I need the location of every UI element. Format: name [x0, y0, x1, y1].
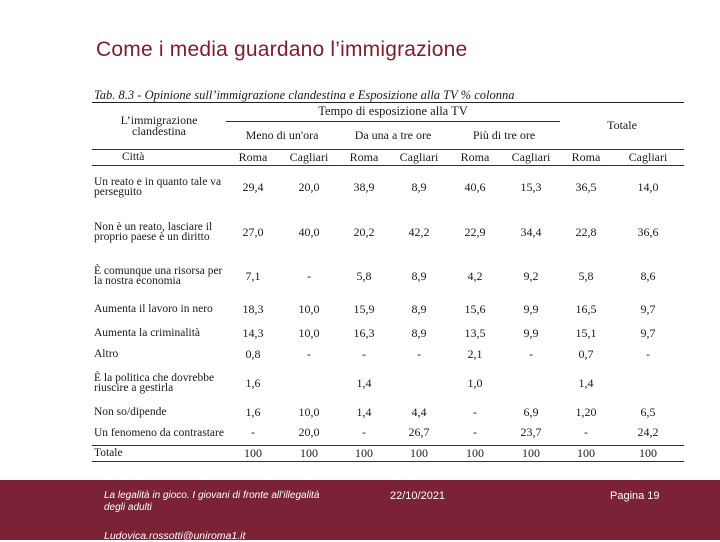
row-label: Un reato e in quanto tale va perseguito	[94, 175, 222, 199]
value-cell: 26,7	[408, 425, 430, 440]
row-label: Aumenta il lavoro in nero	[94, 302, 213, 315]
city-cell: Cagliari	[390, 149, 448, 165]
value-cell: 9,7	[640, 301, 656, 316]
value-cell: 100	[280, 445, 338, 461]
row-label: Non è un reato, lasciare il proprio paese è un diritto	[94, 220, 213, 243]
value-cell: 15,6	[464, 301, 486, 316]
row-label: Non so/dipende	[94, 405, 167, 418]
value-cell: 38,9	[353, 179, 375, 194]
table-row	[92, 297, 684, 321]
city-cell: Cagliari	[502, 149, 560, 165]
table-caption: Tab. 8.3 - Opinione sull’immigrazione clandestina e Esposizione alla TV % colonna	[94, 88, 515, 102]
value-cell: -	[362, 425, 366, 440]
value-cell: 10,0	[298, 404, 320, 419]
table-row	[92, 421, 684, 445]
city-cell: Roma	[226, 149, 280, 165]
value-cell: 27,0	[242, 224, 264, 239]
period-header-1: Meno di un'ora	[226, 121, 338, 149]
value-cell: 100	[390, 445, 448, 461]
value-cell: 22,9	[464, 224, 486, 239]
value-cell: 36,6	[637, 224, 659, 239]
period-header-3: Più di tre ore	[448, 121, 560, 149]
footer-date: 22/10/2021	[390, 490, 446, 502]
value-cell: 36,5	[575, 179, 597, 194]
footer-email[interactable]: Ludovica.rossotti@uniroma1.it	[104, 530, 246, 542]
total-header: Totale	[560, 103, 684, 149]
value-cell: 15,9	[353, 301, 375, 316]
table-row	[92, 403, 684, 421]
value-cell: -	[251, 425, 255, 440]
value-cell: 100	[448, 445, 502, 461]
value-cell: 14,3	[242, 325, 264, 340]
value-cell: 15,3	[520, 179, 542, 194]
value-cell: 4,4	[411, 404, 427, 419]
value-cell: 13,5	[464, 325, 486, 340]
value-cell: 1,4	[578, 375, 594, 390]
table-row	[92, 363, 684, 403]
value-cell: 1,0	[467, 375, 483, 390]
value-cell: 20,0	[298, 179, 320, 194]
value-cell: 24,2	[637, 425, 659, 440]
value-cell: 20,2	[353, 224, 375, 239]
value-cell: 40,0	[298, 224, 320, 239]
value-cell: 8,9	[411, 179, 427, 194]
value-cell: 5,8	[356, 268, 372, 283]
value-cell: 9,2	[523, 268, 539, 283]
slide-title: Come i media guardano l’immigrazione	[96, 38, 468, 61]
value-cell: 1,6	[245, 404, 261, 419]
value-cell: 8,9	[411, 301, 427, 316]
value-cell: 100	[502, 445, 560, 461]
value-cell: -	[473, 404, 477, 419]
group-header: Tempo di esposizione alla TV	[226, 103, 560, 121]
opinion-table	[92, 103, 684, 462]
table-row	[92, 165, 684, 209]
value-cell: 7,1	[245, 268, 261, 283]
value-cell: 16,5	[575, 301, 597, 316]
value-cell: 9,9	[523, 325, 539, 340]
value-cell: 0,7	[578, 346, 594, 361]
value-cell	[390, 363, 448, 403]
table-row	[92, 445, 684, 461]
city-header: Città	[92, 149, 226, 165]
city-cell: Cagliari	[612, 149, 684, 165]
value-cell: 10,0	[298, 325, 320, 340]
city-cell: Roma	[338, 149, 390, 165]
value-cell: -	[529, 346, 533, 361]
row-label: È comunque una risorsa per la nostra economia	[94, 264, 223, 287]
value-cell	[280, 363, 338, 403]
value-cell: 5,8	[578, 268, 594, 283]
value-cell: 2,1	[467, 346, 483, 361]
value-cell: 40,6	[464, 179, 486, 194]
row-label: È la politica che dovrebbe riuscire a gestirla	[94, 371, 215, 394]
row-label: Un fenomeno da contrastare	[94, 426, 224, 439]
value-cell: 100	[226, 445, 280, 461]
value-cell: 16,3	[353, 325, 375, 340]
value-cell: -	[646, 346, 650, 361]
row-label: Totale	[92, 445, 226, 461]
table-row	[92, 209, 684, 255]
city-cell: Roma	[448, 149, 502, 165]
value-cell: -	[417, 346, 421, 361]
value-cell: 15,1	[575, 325, 597, 340]
value-cell: 20,0	[298, 425, 320, 440]
value-cell: 29,4	[242, 179, 264, 194]
table-row	[92, 345, 684, 363]
city-cell: Cagliari	[280, 149, 338, 165]
value-cell: 9,9	[523, 301, 539, 316]
value-cell: 8,6	[640, 268, 656, 283]
value-cell: 9,7	[640, 325, 656, 340]
value-cell: 22,8	[575, 224, 597, 239]
city-cell: Roma	[560, 149, 612, 165]
row-label: Altro	[94, 347, 119, 360]
value-cell: 4,2	[467, 268, 483, 283]
value-cell: 6,5	[640, 404, 656, 419]
value-cell: 34,4	[520, 224, 542, 239]
value-cell: 23,7	[520, 425, 542, 440]
footer-bar	[0, 480, 720, 540]
value-cell	[502, 363, 560, 403]
value-cell: 8,9	[411, 325, 427, 340]
value-cell: 100	[612, 445, 684, 461]
value-cell: 1,4	[356, 375, 372, 390]
opinion-table-figure	[92, 88, 684, 462]
value-cell: 1,6	[245, 375, 261, 390]
table-row	[92, 255, 684, 297]
value-cell: 8,9	[411, 268, 427, 283]
footer-source: La legalità in gioco. I giovani di fronte all'illegalità degli adulti	[104, 490, 320, 513]
value-cell	[612, 363, 684, 403]
corner-label: L’immigrazione clandestina	[92, 103, 226, 149]
footer-page-number: Pagina 19	[610, 490, 660, 502]
value-cell: -	[584, 425, 588, 440]
value-cell: 0,8	[245, 346, 261, 361]
value-cell: 1,20	[575, 404, 597, 419]
period-header-2: Da una a tre ore	[338, 121, 448, 149]
value-cell: 18,3	[242, 301, 264, 316]
value-cell: 10,0	[298, 301, 320, 316]
value-cell: 1,4	[356, 404, 372, 419]
value-cell: -	[362, 346, 366, 361]
value-cell: -	[473, 425, 477, 440]
value-cell: -	[307, 268, 311, 283]
value-cell: 100	[560, 445, 612, 461]
table-row	[92, 321, 684, 345]
value-cell: 100	[338, 445, 390, 461]
value-cell: 6,9	[523, 404, 539, 419]
row-label: Aumenta la criminalità	[94, 326, 201, 339]
value-cell: 42,2	[408, 224, 430, 239]
value-cell: 14,0	[637, 179, 659, 194]
value-cell: -	[307, 346, 311, 361]
